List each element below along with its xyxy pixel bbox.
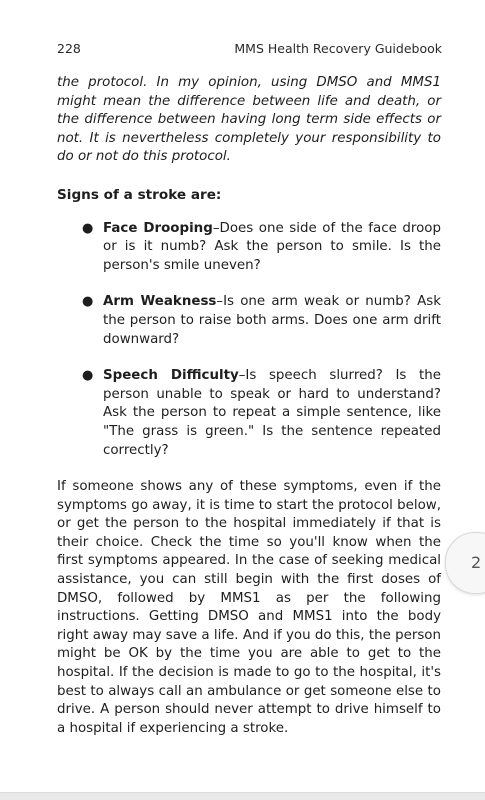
page-number: 228 (57, 41, 81, 56)
stroke-signs-list (57, 220, 441, 461)
bullet-icon: ● (82, 368, 94, 384)
next-page-label: 2 (471, 553, 482, 572)
bullet-icon: ● (82, 294, 94, 310)
page-content (57, 74, 441, 738)
body-paragraph: If someone shows any of these symptoms, even if the symptoms go away, it is time to start the protocol below, or get the person to the hospital immediately if that is their choice. Check the time so you'll know when the first symptoms appeared. In the case of seeking medical assistance, you can still begin with the first doses of DMSO, followed by MMS1 as per the following instructions. Getting DMSO and MMS1 into the body right away may save a life. And if you do this, the person might be OK by the time you are able to get to the hospital. If the decision is made to go to the hospital, it's best to always call an ambulance or get someone else to drive. A person should never attempt to drive himself to a hospital if experiencing a stroke. (57, 479, 441, 736)
page-header (57, 41, 442, 59)
bullet-text: –Is speech slurred? Is the person unable to speak or hard to understand? Ask the person to repeat a simple sentence, like "The grass is green." Is the sentence repeated correctly? (103, 368, 441, 458)
bullet-icon: ● (82, 220, 94, 236)
list-item (57, 367, 441, 460)
bullet-text: –Is one arm weak or numb? Ask the person to raise both arms. Does one arm drift downward? (103, 294, 441, 347)
section-heading: Signs of a stroke are: (57, 186, 222, 203)
next-page-tab[interactable] (445, 532, 485, 594)
bullet-text: –Does one side of the face droop or is it numb? Ask the person to smile. Is the person's smile uneven? (103, 220, 441, 273)
intro-paragraph: the protocol. In my opinion, using DMSO and MMS1 might mean the difference between life and death, or the difference between having long term side effects or not. It is nevertheless completely your responsibility to do or not do this protocol. (57, 75, 441, 165)
bullet-term: Speech Difficulty (103, 368, 239, 384)
list-item (57, 293, 441, 349)
bottom-bar (0, 792, 485, 800)
list-item (57, 220, 441, 276)
running-title: MMS Health Recovery Guidebook (234, 41, 442, 56)
bullet-term: Face Drooping (103, 220, 213, 236)
bullet-term: Arm Weakness (103, 294, 217, 310)
